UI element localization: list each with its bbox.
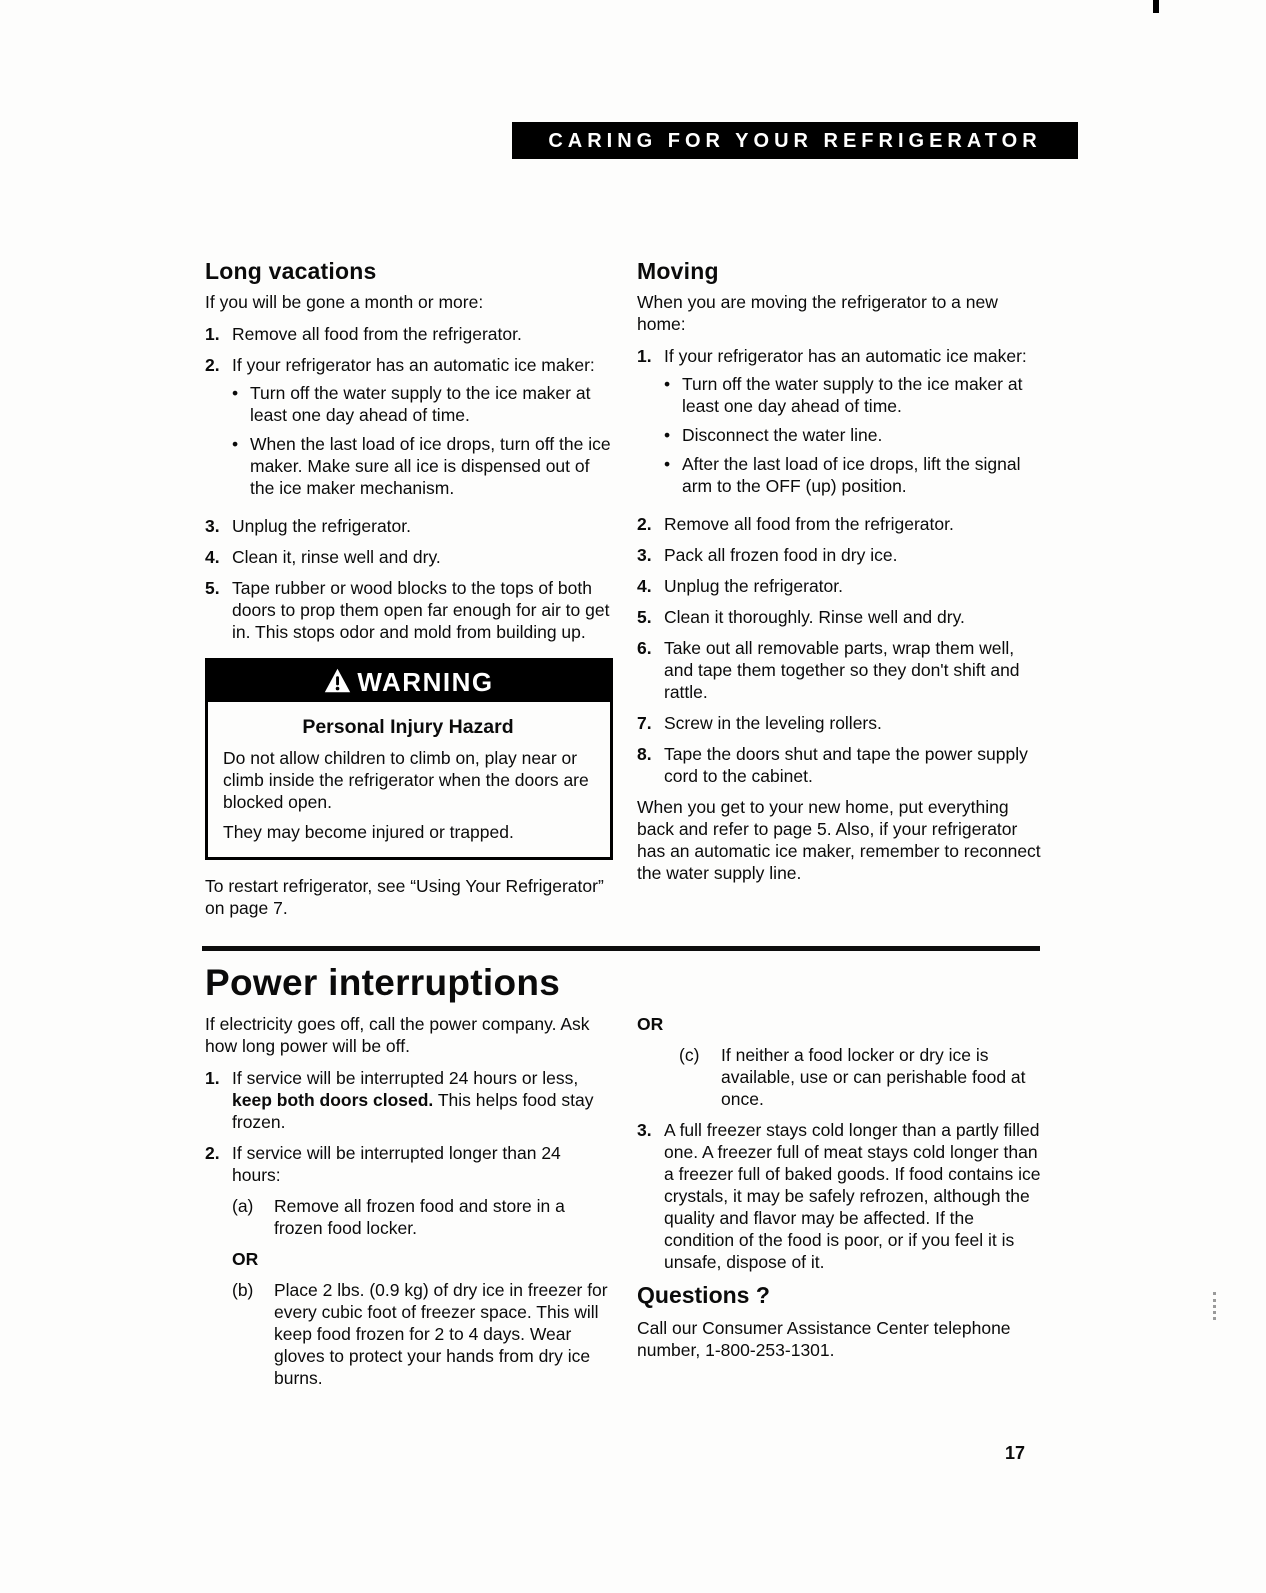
warning-title: Personal Injury Hazard xyxy=(302,716,514,738)
item-number: 7. xyxy=(637,713,652,733)
sub-item-text: Remove all frozen food and store in a frozen food locker. xyxy=(274,1196,565,1238)
item-text: Unplug the refrigerator. xyxy=(232,516,411,536)
list-item xyxy=(637,575,1045,597)
item-text: Remove all food from the refrigerator. xyxy=(232,324,522,344)
item-number: 1. xyxy=(205,324,220,344)
item-number: 4. xyxy=(205,547,220,567)
item-text: If service will be interrupted longer than 24 hours: xyxy=(232,1143,561,1185)
power-intro: If electricity goes off, call the power company. Ask how long power will be off. xyxy=(205,1014,590,1056)
item-number: 3. xyxy=(205,516,220,536)
long-vacations-intro: If you will be gone a month or more: xyxy=(205,292,484,312)
bullet-item xyxy=(664,373,1045,417)
scan-artifact-right-dots xyxy=(1213,1292,1216,1320)
warning-text: They may become injured or trapped. xyxy=(223,822,514,842)
list-item xyxy=(637,712,1045,734)
moving-intro: When you are moving the refrigerator to a new home: xyxy=(637,292,998,334)
warning-body xyxy=(208,702,610,857)
item-number: 2. xyxy=(205,355,220,375)
item-text: If your refrigerator has an automatic ice maker: xyxy=(232,355,595,375)
item-number: 5. xyxy=(205,578,220,598)
item-text: Clean it thoroughly. Rinse well and dry. xyxy=(664,607,965,627)
item-text: Take out all removable parts, wrap them well, and tape them together so they don't shift and rattle. xyxy=(664,638,1020,702)
list-item xyxy=(205,577,613,643)
column-moving xyxy=(637,258,1045,937)
list-item xyxy=(205,323,613,345)
sub-item xyxy=(679,1044,1045,1110)
bullet-item xyxy=(232,433,613,499)
sub-item-text: Place 2 lbs. (0.9 kg) of dry ice in freezer for every cubic foot of freezer space. This will keep food frozen for 2 to 4 days. Wear gloves to protect your hands from dry ice burns. xyxy=(274,1280,608,1388)
item-number: 5. xyxy=(637,607,652,627)
warning-triangle-icon xyxy=(324,668,351,695)
bullet-text: Turn off the water supply to the ice maker at least one day ahead of time. xyxy=(682,374,1023,416)
item-text: A full freezer stays cold longer than a partly filled one. A freezer full of meat stays cold longer than a freezer full of baked goods. If food contains ice crystals, it may be safely refrozen, although the quality and flavor may be affected. If the condition of the food is poor, or if you feel it is unsafe, dispose of it. xyxy=(664,1120,1041,1272)
sub-item-marker: (b) xyxy=(232,1280,254,1300)
or-label: OR xyxy=(232,1249,259,1269)
column-long-vacations xyxy=(205,258,613,937)
bullet-marker: • xyxy=(232,383,239,403)
power-column-left xyxy=(205,1013,613,1398)
list-item xyxy=(637,606,1045,628)
sub-item-marker: (c) xyxy=(679,1045,700,1065)
long-vacations-heading: Long vacations xyxy=(205,258,377,284)
item-text: Remove all food from the refrigerator. xyxy=(664,514,954,534)
restart-note: To restart refrigerator, see “Using Your Refrigerator” on page 7. xyxy=(205,876,604,918)
list-item xyxy=(637,743,1045,787)
bullet-text: After the last load of ice drops, lift the signal arm to the OFF (up) position. xyxy=(682,454,1021,496)
section-banner-title: CARING FOR YOUR REFRIGERATOR xyxy=(548,129,1042,152)
item-text: Tape the doors shut and tape the power supply cord to the cabinet. xyxy=(664,744,1028,786)
item-number: 4. xyxy=(637,576,652,596)
list-item xyxy=(205,1142,613,1186)
power-interruptions-section xyxy=(205,962,1045,1398)
list-item xyxy=(205,1067,613,1133)
item-text: Clean it, rinse well and dry. xyxy=(232,547,441,567)
list-item xyxy=(637,1119,1045,1273)
item-number: 2. xyxy=(637,514,652,534)
list-item xyxy=(205,515,613,537)
bullet-marker: • xyxy=(664,374,671,394)
item-text: Tape rubber or wood blocks to the tops of both doors to prop them open far enough for air to get in. This stops odor and mold from building up. xyxy=(232,578,610,642)
or-label: OR xyxy=(637,1014,664,1034)
list-item xyxy=(205,354,613,506)
warning-text: Do not allow children to climb on, play near or climb inside the refrigerator when the doors are blocked open. xyxy=(223,748,589,812)
item-text: Screw in the leveling rollers. xyxy=(664,713,882,733)
sub-item-text: If neither a food locker or dry ice is available, use or can perishable food at once. xyxy=(721,1045,1026,1109)
bullet-text: Disconnect the water line. xyxy=(682,425,883,445)
warning-header xyxy=(208,661,610,702)
bullet-list xyxy=(664,373,1045,497)
bullet-text: Turn off the water supply to the ice maker at least one day ahead of time. xyxy=(250,383,591,425)
bullet-text: When the last load of ice drops, turn off the ice maker. Make sure all ice is dispensed out of the ice maker mechanism. xyxy=(250,434,611,498)
bullet-marker: • xyxy=(232,434,239,454)
sub-item xyxy=(232,1279,613,1389)
bullet-marker: • xyxy=(664,454,671,474)
item-number: 3. xyxy=(637,1120,652,1140)
questions-heading: Questions ? xyxy=(637,1282,770,1308)
moving-heading: Moving xyxy=(637,258,719,284)
list-item xyxy=(205,546,613,568)
item-number: 6. xyxy=(637,638,652,658)
item-text: If your refrigerator has an automatic ice maker: xyxy=(664,346,1027,366)
item-text: Unplug the refrigerator. xyxy=(664,576,843,596)
item-number: 3. xyxy=(637,545,652,565)
item-number: 8. xyxy=(637,744,652,764)
sub-item xyxy=(232,1195,613,1239)
bullet-item xyxy=(664,424,1045,446)
sub-list xyxy=(232,1195,613,1389)
list-item xyxy=(637,544,1045,566)
bullet-item xyxy=(664,453,1045,497)
list-item xyxy=(637,513,1045,535)
power-column-right xyxy=(637,1013,1045,1398)
item-number: 1. xyxy=(637,346,652,366)
bullet-marker: • xyxy=(664,425,671,445)
bullet-list xyxy=(232,382,613,499)
sub-item-marker: (a) xyxy=(232,1196,254,1216)
bullet-item xyxy=(232,382,613,426)
caring-columns xyxy=(205,258,1045,937)
moving-outro: When you get to your new home, put everything back and refer to page 5. Also, if your refrigerator has an automatic ice maker, remember to reconnect the water supply line. xyxy=(637,797,1041,883)
list-item xyxy=(637,345,1045,504)
section-divider xyxy=(202,946,1040,951)
item-text: If service will be interrupted 24 hours or less, keep both doors closed. This helps food stay frozen. xyxy=(232,1068,594,1132)
list-item xyxy=(637,637,1045,703)
scan-artifact-top-tick xyxy=(1153,0,1159,13)
item-number: 2. xyxy=(205,1143,220,1163)
section-banner xyxy=(512,122,1078,159)
warning-box xyxy=(205,658,613,860)
bold-phrase: keep both doors closed. xyxy=(232,1090,434,1110)
warning-header-label: WARNING xyxy=(357,666,494,697)
power-columns xyxy=(205,1013,1045,1398)
item-text: Pack all frozen food in dry ice. xyxy=(664,545,898,565)
power-heading: Power interruptions xyxy=(205,962,561,1003)
page-number: 17 xyxy=(1005,1443,1026,1463)
item-number: 1. xyxy=(205,1068,220,1088)
questions-text: Call our Consumer Assistance Center telephone number, 1-800-253-1301. xyxy=(637,1318,1011,1360)
